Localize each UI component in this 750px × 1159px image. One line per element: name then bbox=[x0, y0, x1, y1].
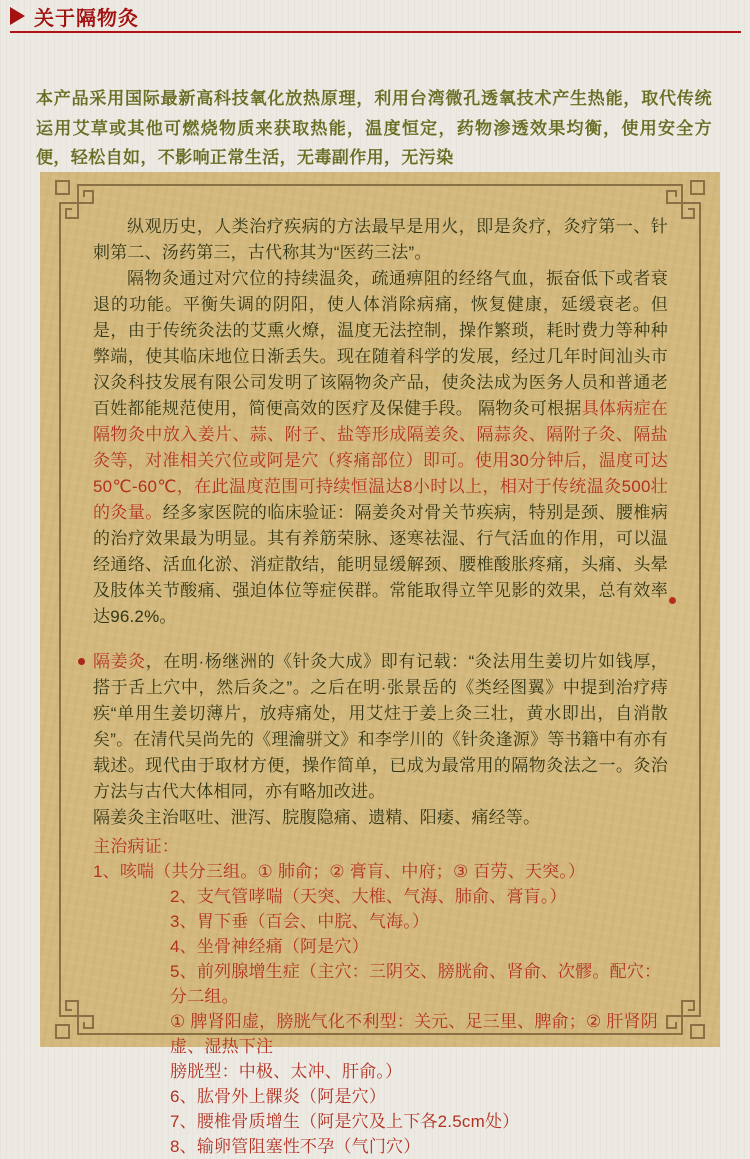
gejiang-term: 隔姜灸 bbox=[93, 652, 146, 671]
gejiang-indications-line: 隔姜灸主治呕吐、泄泻、脘腹隐痛、遗精、阳痿、痛经等。 bbox=[93, 808, 541, 827]
page-title: 关于隔物灸 bbox=[34, 7, 139, 30]
indication-item: 4、坐骨神经痛（阿是穴） bbox=[170, 937, 369, 956]
indication-item: 7、腰椎骨质增生（阿是穴及上下各2.5cm处） bbox=[170, 1112, 520, 1131]
intro-paragraph: 本产品采用国际最新高科技氧化放热原理，利用台湾微孔透氧技术产生热能，取代传统运用艾草或其他可燃烧物质来获取热能，温度恒定，药物渗透效果均衡，使用安全方便，轻松自如，不影响正常生活，无毒副作用，无污染 bbox=[36, 89, 712, 167]
frame-left-line bbox=[59, 234, 61, 985]
gejiang-description: ，在明·杨继洲的《针灸大成》即有记载：“灸法用生姜切片如钱厚，搭于舌上穴中，然后灸之”。之后在明·张景岳的《类经图翼》中提到治疗痔疾“单用生姜切薄片，放痔痛处，用艾炷于姜上灸三壮，黄水即出，自消散矣”。在清代吴尚先的《理瀹骈文》和李学川的《针灸逢源》等书籍中有亦有载述。现代由于取材方便，操作简单，已成为最常用的隔物灸法之一。灸治方法与古代大体相同，亦有略加改进。 bbox=[93, 652, 668, 801]
product-paragraph bbox=[93, 266, 668, 630]
right-triangle-icon bbox=[10, 7, 25, 25]
indication-item: 2、支气管哮喘（天突、大椎、气海、肺俞、膏肓。） bbox=[170, 887, 567, 906]
panel-text bbox=[93, 214, 668, 1159]
product-paragraph-dark1: 隔物灸通过对穴位的持续温灸，疏通痹阻的经络气血，振奋低下或者衰退的功能。平衡失调的阴阳，使人体消除病痛，恢复健康，延缓衰老。但是，由于传统灸法的艾熏火燎，温度无法控制，操作繁琐，耗时费力等种种弊端，使其临床地位日渐丢失。现在随着科学的发展，经过几年时间汕头市汉灸科技发展有限公司发明了该隔物灸产品，使灸法成为医务人员和普通老百姓都能规范使用，简便高效的医疗及保健手段。 隔物灸可根据 bbox=[93, 269, 668, 418]
indication-list-label: 主治病证： bbox=[93, 837, 179, 856]
indication-item: 1、咳喘（共分三组。① 肺俞；② 膏肓、中府；③ 百劳、天突。） bbox=[93, 862, 586, 881]
indication-item: ① 脾肾阳虚，膀胱气化不利型：关元、足三里、脾俞；② 肝肾阴虚、湿热下注 bbox=[170, 1012, 658, 1056]
indication-item: 膀胱型：中极、太冲、肝俞。） bbox=[170, 1062, 403, 1081]
section-header bbox=[10, 3, 741, 29]
product-paragraph-dark2: 经多家医院的临床验证：隔姜灸对骨关节疾病，特别是颈、腰椎病的治疗效果最为明显。其有养筋荣脉、逐寒祛湿、行气活血的作用，可以温经通络、活血化淤、消症散结，能明显缓解颈、腰椎酸胀疼痛，头痛、头晕及肢体关节酸痛、强迫体位等症侯群。常能取得立竿见影的效果，总有效率达96.2%。 bbox=[93, 503, 668, 626]
history-paragraph: 纵观历史，人类治疗疾病的方法最早是用火，即是灸疗，灸疗第一、针刺第二、汤药第三，古代称其为“医药三法”。 bbox=[93, 217, 668, 262]
header-divider bbox=[10, 31, 741, 33]
bullet-dot-icon bbox=[78, 658, 85, 665]
content-panel bbox=[40, 172, 720, 1156]
indication-item: 6、肱骨外上髁炎（阿是穴） bbox=[170, 1087, 387, 1106]
frame-top-line bbox=[109, 184, 651, 186]
indication-item: 3、胃下垂（百会、中脘、气海。） bbox=[170, 912, 430, 931]
indication-list bbox=[93, 834, 668, 1159]
indication-list-row bbox=[93, 834, 668, 884]
gejiang-moxibustion-item bbox=[93, 649, 668, 831]
indication-item: 8、输卵管阻塞性不孕（气门穴） bbox=[170, 1137, 421, 1156]
product-paragraph-red: 具体病症在隔物灸中放入姜片、蒜、附子、盐等形成隔姜灸、隔蒜灸、隔附子灸、隔盐灸等，对准相关穴位或阿是穴（疼痛部位）即可。使用30分钟后，温度可达50℃-60℃，在此温度范围可持续恒温达8小时以上，相对于传统温灸500壮的灸量。 bbox=[93, 399, 669, 522]
indication-item: 5、前列腺增生症（主穴：三阴交、膀胱俞、肾俞、次髎。配穴：分二组。 bbox=[170, 962, 662, 1006]
stray-bullet-dot bbox=[669, 597, 676, 604]
frame-right-line bbox=[699, 234, 701, 985]
